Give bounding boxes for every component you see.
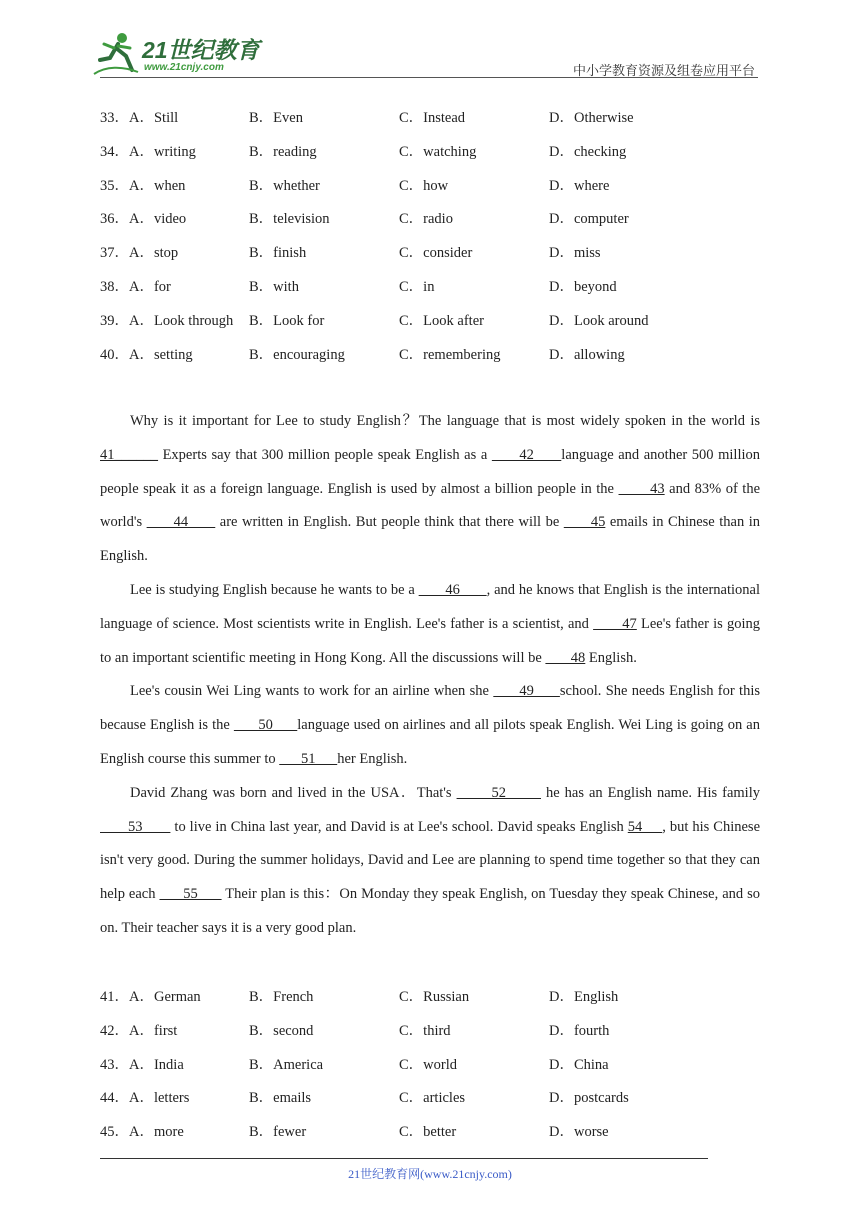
question-number: 44． (100, 1090, 129, 1107)
passage-paragraph-4 (100, 777, 760, 946)
option-b: B．Look for (249, 312, 325, 329)
option-b: B．Even (249, 110, 303, 126)
option-a (100, 343, 193, 364)
question-number: 43． (100, 1056, 129, 1073)
option-d: D．fourth (549, 1022, 610, 1039)
option-d: D．miss (549, 245, 601, 262)
passage-text: , but his Chinese isn't very good. During the summer holidays, David and Lee are planning to spend time together so that they can help each (100, 818, 761, 903)
question-number: 40． (100, 346, 129, 363)
passage-paragraph-1 (100, 405, 760, 574)
blank-55: 55 (159, 886, 222, 903)
option-d: D．English (549, 989, 619, 1005)
option-b: B．finish (249, 245, 307, 262)
blank-43: 43 (618, 480, 665, 497)
footer-divider (100, 1158, 708, 1159)
option-b: B．second (249, 1022, 314, 1039)
question-38-options (100, 275, 760, 309)
options-list-41-45 (100, 985, 760, 1154)
passage-text: emails in Chinese than in English. (100, 514, 761, 565)
blank-52: 52 (456, 784, 541, 801)
blank-46: 46 (418, 581, 487, 598)
option-c: C．watching (399, 143, 477, 160)
passage-text: to live in China last year, and David is at Lee's school. David speaks English (170, 818, 628, 835)
option-c: C．articles (399, 1090, 466, 1107)
option-d: D．worse (549, 1124, 609, 1141)
option-a-text: A．writing (129, 143, 196, 160)
option-a (100, 140, 196, 161)
question-number: 45． (100, 1124, 129, 1141)
option-d: D．Look around (549, 312, 649, 329)
option-c: C．third (399, 1022, 451, 1039)
blank-44: 44 (146, 514, 216, 531)
question-number: 35． (100, 177, 129, 194)
passage-text: are written in English. But people think that there will be (215, 514, 564, 531)
option-a (100, 1086, 189, 1107)
option-a-text: A．first (129, 1022, 178, 1039)
blank-50: 50 (233, 717, 298, 734)
blank-42: 42 (491, 446, 562, 463)
option-b: B．reading (249, 143, 317, 160)
option-b: B．French (249, 989, 314, 1005)
passage-text: Experts say that 300 million people speak English as a (158, 446, 492, 463)
passage-text: Why is it important for Lee to study English？The language that is most widely spoken in the world is (130, 413, 760, 429)
option-c: C．Look after (399, 312, 484, 329)
platform-title: 中小学教育资源及组卷应用平台 (572, 64, 755, 79)
blank-53: 53 (100, 818, 171, 835)
question-42-options (100, 1019, 760, 1053)
option-d: D．where (549, 177, 610, 194)
blank-41: 41______ (100, 446, 158, 463)
option-c: C．in (399, 278, 435, 295)
question-number: 39． (100, 312, 129, 329)
passage-text: Lee's cousin Wei Ling wants to work for an airline when she (130, 683, 494, 700)
question-37-options (100, 241, 760, 275)
cloze-passage (100, 405, 760, 946)
option-a-text: A．video (129, 211, 187, 228)
passage-text: Lee is studying English because he wants to be a (130, 581, 419, 598)
question-36-options (100, 207, 760, 241)
option-a-text: A．for (129, 278, 171, 295)
blank-51: 51 (279, 750, 338, 767)
option-c: C．remembering (399, 346, 501, 363)
option-a (100, 106, 178, 127)
option-a-text: A．when (129, 177, 186, 194)
option-a (100, 309, 233, 330)
option-a (100, 241, 178, 262)
question-39-options (100, 309, 760, 343)
blank-54: 54 (627, 818, 663, 835)
option-d: D．beyond (549, 278, 617, 295)
site-logo (92, 30, 262, 78)
passage-text: language and another 500 million people speak it as a foreign language. English is used by almost a billion people in the (100, 446, 761, 497)
question-number: 34． (100, 143, 129, 160)
question-number: 38． (100, 278, 129, 295)
blank-49: 49 (493, 683, 560, 700)
option-a (100, 207, 186, 228)
option-d: D．Otherwise (549, 110, 634, 126)
header-divider (100, 77, 758, 78)
passage-text: Their plan is this：On Monday they speak English, on Tuesday they speak Chinese, and so on. Their teacher says it is a very good plan. (100, 886, 760, 936)
question-number: 37． (100, 245, 129, 262)
runner-logo-icon (92, 30, 140, 76)
option-c: C．Instead (399, 110, 466, 126)
option-a (100, 1120, 184, 1141)
blank-45: 45 (563, 514, 606, 531)
option-b: B．emails (249, 1090, 312, 1107)
passage-text: he has an English name. His family (541, 784, 760, 801)
option-a-text: A．Look through (129, 312, 234, 329)
passage-text: Lee's father is going to an important scientific meeting in Hong Kong. All the discussions will be (100, 615, 760, 666)
option-d: D．China (549, 1056, 609, 1073)
question-34-options (100, 140, 760, 174)
logo-url-text: www.21cnjy.com (144, 62, 224, 73)
option-a-text: A．letters (129, 1090, 190, 1107)
passage-paragraph-2 (100, 574, 760, 675)
option-a (100, 985, 201, 1006)
question-45-options (100, 1120, 760, 1154)
option-d: D．checking (549, 143, 627, 160)
option-b: B．with (249, 278, 299, 295)
logo-brand-text: 21世纪教育 (142, 37, 260, 63)
option-b: B．encouraging (249, 346, 345, 363)
option-a (100, 174, 185, 195)
option-a-text: A．stop (129, 245, 179, 262)
passage-text: , and he knows that English is the international language of science. Most scientists write in English. Lee's father is a scientist, and (100, 581, 761, 632)
question-number: 42． (100, 1022, 129, 1039)
option-b: B．whether (249, 177, 320, 194)
question-40-options (100, 343, 760, 377)
passage-text: language used on airlines and all pilots speak English. Wei Ling is going on an English course this summer to (100, 717, 760, 767)
passage-text: David Zhang was born and lived in the USA．That's (130, 784, 457, 801)
question-41-options (100, 985, 760, 1019)
question-number: 33． (100, 110, 129, 126)
blank-47: 47 (593, 615, 637, 632)
option-c: C．better (399, 1124, 457, 1141)
question-number: 36． (100, 211, 129, 228)
option-a (100, 1019, 177, 1040)
option-d: D．postcards (549, 1090, 629, 1107)
option-b: B．America (249, 1056, 324, 1073)
passage-text: school. She needs English for this because English is the (100, 683, 760, 734)
footer-site-link[interactable]: 21世纪教育网(www.21cnjy.com) (348, 1167, 512, 1181)
option-c: C．world (399, 1056, 457, 1073)
blank-48: 48 (545, 649, 586, 666)
option-b: B．television (249, 211, 330, 228)
option-a-text: A．setting (129, 346, 193, 363)
option-a (100, 275, 171, 296)
passage-paragraph-3 (100, 675, 760, 776)
page-header (0, 0, 860, 80)
passage-text: and 83% of the world's (100, 480, 761, 531)
question-33-options (100, 106, 760, 140)
option-c: C．radio (399, 211, 453, 228)
option-c: C．consider (399, 245, 473, 262)
option-a-text: A．Still (129, 110, 179, 126)
option-a (100, 1053, 184, 1074)
option-a-text: A．more (129, 1124, 184, 1141)
option-d: D．computer (549, 211, 629, 228)
question-number: 41． (100, 989, 129, 1005)
question-35-options (100, 174, 760, 208)
passage-text: her English. (337, 750, 408, 767)
question-43-options (100, 1053, 760, 1087)
option-a-text: A．India (129, 1056, 184, 1073)
option-c: C．Russian (399, 989, 470, 1005)
option-b: B．fewer (249, 1124, 307, 1141)
passage-text: English. (585, 649, 637, 666)
question-44-options (100, 1086, 760, 1120)
option-d: D．allowing (549, 346, 625, 363)
options-list-33-40 (100, 106, 760, 376)
option-c: C．how (399, 177, 449, 194)
option-a-text: A．German (129, 989, 201, 1005)
